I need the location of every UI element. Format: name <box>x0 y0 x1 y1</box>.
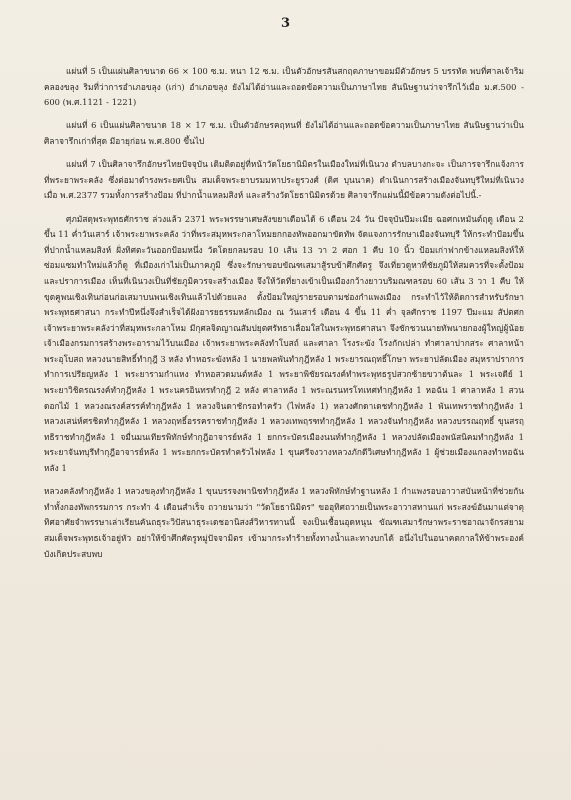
paragraph-slab-5: แผ่นที่ 5 เป็นแผ่นศิลาขนาด 66 × 100 ซ.ม. หนา 12 ซ.ม. เป็นตัวอักษรสันสกฤตภาษาขอมมีตัวอักษร 5 บรรทัด พบที่ศาลเจ้าริมคลองขลุง ริมที่ว่าการอำเภอขลุง (เก่า) อำเภอขลุง ยังไม่ได้อ่านและถอดข้อความเป็นภาษาไทย สันนิษฐานว่าจารึกไว้เมื่อ ม.ศ.500 - 600 (พ.ศ.1121 - 1221) <box>44 66 524 108</box>
document-body <box>44 64 524 570</box>
page-number: 3 <box>280 16 291 31</box>
paragraph-inscription-continued: หลวงคลังทำกุฎีหลัง 1 หลวงขลุงทำกุฎีหลัง 1 ขุนบรรจงพานิชทำกุฎีหลัง 1 หลวงพิทักษ์ทำฐานหลัง 1 กำแพงรอบอาวาสบันหน้าที่ช่วยกันทำทั้งกองทัพกรรมการ กระทำ 4 เดือนสำเร็จ ถวายนามว่า "วัดโยธานิมิตร" ขออุทิศถวายเป็นพระอาวาสทานแก่ พระสงฆ์อันมาแต่จาตุทิศอาศัยจำพรรษาเล่าเรียนคันถธุระวิปัสนาธุระเดชอานิสงส์วิหารทานนี้ จงเป็นเชื้อนอุดหนุน ขัณฑเสมารักษาพระราชอาณาจักรสยามสมเด็จพระพุทธเจ้าอยู่หัว อย่าให้ข้าศึกศัตรูหมู่ปัจจามิตร เข้ามากระทำร้ายทั้งทางน้ำและทางบกได้ อนึ่งไปในอนาคตกาลให้ข้าพระองค์บังเกิดประสบพบ <box>44 486 524 559</box>
paragraph-slab-6: แผ่นที่ 6 เป็นแผ่นศิลาขนาด 18 × 17 ซ.ม. เป็นตัวอักษรคฤหนที่ ยังไม่ได้อ่านและถอดข้อความเป็นภาษาไทย สันนิษฐานว่าเป็นศิลาจารึกเก่าที่สุด มีอายุก่อน พ.ศ.800 ขึ้นไป <box>44 120 524 146</box>
paragraph-slab-7: แผ่นที่ 7 เป็นศิลาจารึกอักษรไทยปัจจุบัน เดิมติดอยู่ที่หน้าวัดโยธานิมิตรในเมืองใหม่ที่เนินวง ตำบลบางกะจะ เป็นการจารึกแจ้งการที่พระยาพระคลัง ซึ่งต่อมาดำรงพระยศเป็น สมเด็จพระยาบรมมหาประยูรวงศ์ (ดิศ บุนนาค) ดำเนินการสร้างเมืองจันทบุรีใหม่ที่เนินวง เมื่อ พ.ศ.2377 รวมทั้งการสร้างป้อม ที่ปากน้ำแหลมสิงห์ และสร้างวัดโยธานิมิตรด้วย ศิลาจารึกแผ่นนี้มีข้อความดังต่อไปนี้.- <box>44 159 524 201</box>
paragraph-inscription-text: ศุภมัสดุพระพุทธศักราช ล่วงแล้ว 2371 พระพรรษาเศษสังขยาเดือนได้ 6 เดือน 24 วัน ปัจจุบันปีมะเมีย ฉอศกเหมันต์ฤดู เดือน 2 ขึ้น 11 ค่ำวันเสาร์ เจ้าพระยาพระคลัง ว่าที่พระสมุหพระกลาโหมยกกองทัพออกมาขัดทัพ จัดแจงการรักษาเมืองจันทบุรี ให้กระทำป้อมขึ้นที่ปากน้ำแหลมสิงห์ ฝั่งทิศตะวันออกป้อมหนึ่ง วัดโดยกลมรอบ 10 เส้น 13 วา 2 ศอก 1 คืบ 10 นิ้ว ป้อมเก่าฟากข้างแหลมสิงห์ให้ซ่อมแซมทำใหม่แล้วก็ดู ที่เมืองเก่าไม่เป็นภาคภูมิ ซึ่งจะรักษาขอบขัณฑเสมาสู้รบข้าศึกศัตรู จึงเที่ยวดูหาที่ชัยภูมิให้สมควรที่จะตั้งป้อมและปราการเมือง เห็นที่เนินวงเป็นที่ชัยภูมิควรจะสร้างเมือง จึงให้วัดที่ยางเข้าเป็นเมืองกว้างยาวบริมณฑลรอบ 60 เส้น 3 วา 1 คืบ ให้ขุดคูพนเชิงเทินก่อนก่อเสมาบนพนเชิงเทินแล้วไปด้วยแลง ตั้งป้อมใหญ่รายรอบตามช่องกำแพงเมือง กระทำไว้ให้ติดการสำหรับรักษาพระพุทธศาสนา กระทำปีหนึ่งจึงสำเร็จได้ฝังอารยธรรมหลักเมือง ณ วันเสาร์ เดือน 4 ขึ้น 11 ค่ำ จุลศักราช 1197 ปีมะแม สัปตศก เจ้าพระยาพระคลังว่าที่สมุหพระกลาโหม มีกุศลจิตญาณสัมปยุตศรัทธาเลื่อมใสในพระพุทธศาสนา จึงชักชวนนายทัพนายกองผู้ใหญ่ผู้น้อยเจ้าเมืองกรมการสร้างพระอารามไว้บนเมือง เจ้าพระยาพระคลังทำโบสถ์ และศาลา โรงระฆัง โรงกักเปล่า ทำศาลาปากสระ ศาลาหน้าพระอุโบสถ หลวงนายสิทธิ์ทำกุฎี 3 หลัง ทำหอระฆังหลัง 1 นายพลพันทำกุฎีหลัง 1 พระยารณฤทธิ์โกษา พระยาปลัดเมือง สมุหราปราการทำการเปรียญหลัง 1 พระยารามกำแหง ทำหอสวดมนต์หลัง 1 พระยาพิชัยรณรงค์ทำพระพุทธรูปสวกซ้ายขวาต้นละ 1 พระเจดีย์ 1 พระยาวิชิตรณรงค์ทำกุฎีหลัง 1 พระนครอินทรทำกุฎี 2 หลัง ศาลาหลัง 1 พระณรนทรโทเทศทำกุฎีหลัง 1 หอฉัน 1 ศาลาหลัง 1 สวนดอกไม้ 1 หลวงณรงค์สรรค์ทำกุฎีหลัง 1 หลวงจินดาชักรอทำครัว (ไฟหลัง 1) หลวงศักดาเดชทำกุฎีหลัง 1 พันเทพราชทำกุฎีหลัง 1 หลวงเสน่ห์ศรชิตทำกุฎีหลัง 1 หลวงฤทธิ์อรรคราชทำกุฎีหลัง 1 หลวงเทพฤรฑทำกุฎีหลัง 1 หลวงจันทำกุฎีหลัง หลวงบรรณฤทธิ์ ขุนสรฤทธิราชทำกุฎีหลัง 1 จมื่นมนเทียรพิทักษ์ทำกุฎีอาจารย์หลัง 1 ยกกระบัตรเมืองนนท์ทำกุฎีหลัง 1 หลวงปลัดเมืองพนัสนิคมทำกุฎีหลัง 1 พระยาจันทบุรีทำกุฎีอาจารย์หลัง 1 พระยกกระบัตรทำครัวไฟหลัง 1 ขุนศรีจงวางหลวงภักดีวิเศษทำกุฎีหลัง 1 ผู้ช่วยเมืองแกลงทำหอฉันหลัง 1 <box>44 213 524 474</box>
